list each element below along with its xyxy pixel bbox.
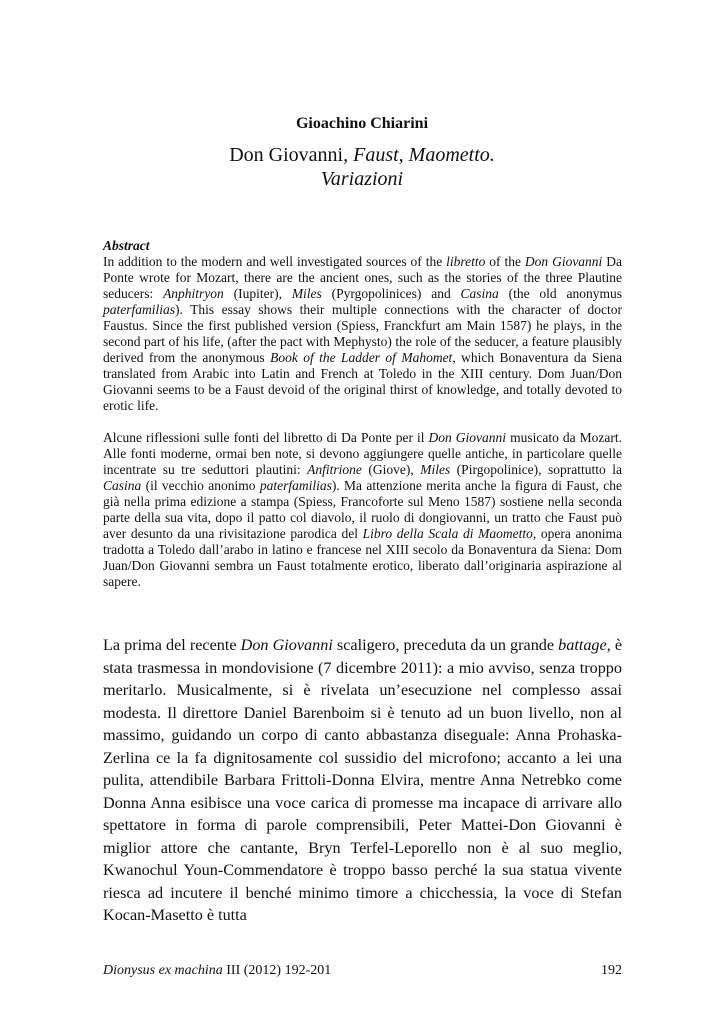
italic-text-run: Don Giovanni (524, 254, 603, 269)
italic-text-run: Book of the Ladder of Mahomet (270, 350, 453, 365)
italic-text-run: libretto (446, 254, 486, 269)
text-run: La prima del recente (103, 636, 241, 654)
text-run: , è stata trasmessa in mondovisione (7 dicembre 2011): a mio avviso, senza troppo meritarlo. Musicalmente, si è rivelata un’esecuzione nel complesso assai modesta. Il direttore Daniel Barenboim si è tenuto ad un buon livello, non al massimo, guidando un corpo di canto abbastanza diseguale: Anna Prohaska-Zerlina ce la fa dignitosamente col sussidio del microfono; accanto a lei una pulita, attendibile Barbara Frittoli-Donna Elvira, mentre Anna Netrebko come Donna Anna esibisce una voce carica di promesse ma incapace di arrivare allo spettatore in forma di parole comprensibili, Peter Mattei-Don Giovanni è miglior attore che cantante, Bryn Terfel-Leporello non è al suo meglio, Kwanochul Youn-Commendatore è troppo basso perché la sua statua vivente riesca ad incutere il benché minimo timore a chicchessia, la voce di Stefan Kocan-Masetto è tutta (103, 636, 623, 924)
italic-text-run: Miles (420, 462, 451, 477)
italic-text-run: Anphitryon (163, 286, 224, 301)
abstract-italian (103, 430, 622, 590)
article-title (0, 143, 724, 191)
italic-text-run: paterfamilias (103, 302, 176, 317)
author-name: Gioachino Chiarini (295, 115, 429, 132)
italic-text-run: Casina (103, 478, 142, 493)
text-run: , which Bonaventura da Siena translated from Arabic into Latin and French at Toledo in the XIII century. Dom Juan/Don Giovanni seems to be a Faust devoid of the original thirst of knowledge, and totally devoted to erotic life. (103, 350, 622, 413)
italic-text-run: battage (558, 636, 607, 654)
title-italic-part: , Faust, Maometto. (343, 144, 495, 166)
text-run: (the old anonymus (498, 286, 622, 301)
text-run: , opera anonima tradotta a Toledo dall’arabo in latino e francese nel XIII secolo da Bonaventura da Siena: Dom Juan/Don Giovanni sembra un Faust totalmente erotico, liberato dall’originaria aspirazione al sapere. (103, 526, 622, 589)
title-line-1 (0, 143, 724, 167)
body-text (103, 634, 622, 927)
title-subtitle: Variazioni (320, 168, 404, 190)
italic-text-run: Miles (291, 286, 322, 301)
journal-volume: III (2012) 192-201 (222, 963, 332, 978)
text-run: Alcune riflessioni sulle fonti del libretto di Da Ponte per il (103, 430, 429, 445)
text-run: scaligero, preceduta da un grande (332, 636, 559, 654)
body-paragraph (103, 634, 622, 927)
text-run: (Iupiter), (223, 286, 292, 301)
footer-citation (103, 963, 331, 978)
text-run: (Pyrgopolinices) and (321, 286, 461, 301)
abstract-section (103, 238, 622, 590)
text-run: (Giove), (361, 462, 421, 477)
italic-text-run: paterfamilias (259, 478, 332, 493)
text-run: ). Ma attenzione merita anche la figura di Faust, che già nella prima edizione a stampa (Spiess, Francoforte sul Meno 1587) sostiene nella seconda parte della sua vita, dopo il patto col diavolo, il ruolo di dongiovanni, un tratto che Faust può aver desunto da una rivisitazione parodica del (103, 478, 622, 541)
text-run: (il vecchio anonimo (141, 478, 260, 493)
page-number: 192 (601, 963, 622, 978)
text-run: In addition to the modern and well investigated sources of the (103, 254, 447, 269)
abstract-heading: Abstract (103, 238, 150, 253)
text-run: of the (485, 254, 525, 269)
abstract-english (103, 254, 622, 414)
page-footer (103, 962, 622, 980)
italic-text-run: Don Giovanni (240, 636, 333, 654)
text-run: Da Ponte wrote for Mozart, there are the ancient ones, such as the stories of the three Plautine seducers: (103, 254, 622, 301)
title-line-2 (0, 167, 724, 191)
title-roman-part: Don Giovanni (229, 144, 344, 166)
italic-text-run: Casina (460, 286, 499, 301)
italic-text-run: Don Giovanni (428, 430, 507, 445)
text-run: (Pirgopolinice), soprattutto la (450, 462, 623, 477)
text-run: musicato da Mozart. Alle fonti moderne, ormai ben note, si devono aggiungere quelle antiche, in particolare quelle incentrate su tre seduttori plautini: (103, 430, 622, 477)
journal-name: Dionysus ex machina (103, 963, 223, 978)
italic-text-run: Anfitrione (307, 462, 362, 477)
italic-text-run: Libro della Scala di Maometto (362, 526, 533, 541)
text-run: ). This essay shows their multiple connections with the character of doctor Faustus. Since the first published version (Spiess, Franckfurt am Main 1587) he plays, in the second part of his life, (after the pact with Mephysto) the role of the seducer, a feature plausibly derived from the anonymous (103, 302, 622, 365)
